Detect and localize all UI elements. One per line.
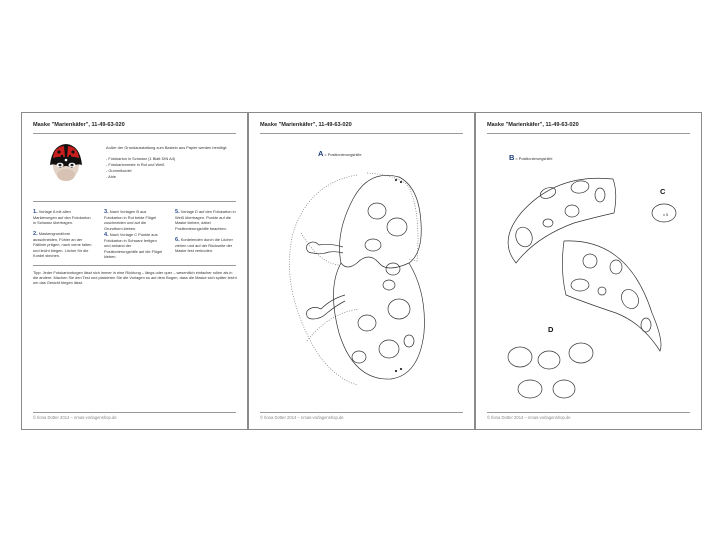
step-number: 3. bbox=[104, 209, 109, 215]
template-letter: A bbox=[318, 149, 324, 158]
step-number: 1. bbox=[33, 209, 38, 215]
page-title: Maske "Marienkäfer", 11-49-63-020 bbox=[487, 122, 579, 128]
step-text: Maskengrundform ausschneiden, Fühler an der Falllinie prägen, nach vorne falten und leicht biegen. Löcher für die Kordel stechen. bbox=[33, 231, 92, 258]
step-text: Vorlage A mit allen Markierungen auf den Fotokarton in Schwarz übertragen. bbox=[33, 209, 91, 226]
step-2 bbox=[33, 231, 93, 258]
step-text: Vorlage D auf den Fotokarton in Weiß übertragen. Punkte auf die Maske kleben, dabei Positionierungshilfe beachten. bbox=[175, 209, 236, 231]
divider bbox=[33, 412, 236, 413]
quantity-label: x 5 bbox=[663, 212, 669, 217]
template-legend: = Positionierungshilfe bbox=[324, 152, 362, 157]
footer-copyright: © Ilona Dotter 2014 – nmas-vorlagenshop.de bbox=[260, 415, 344, 420]
tip-text: Tipp: Jeder Fotokartonbogen lässt sich immer in eine Richtung – längs oder quer – wesentlich einfacher rollen als in die andere. Machen Sie den Test und platzieren Sie die Vorlagen so auf dem Bogen, dass die Maske sich später leicht um das Gesicht biegen lässt. bbox=[33, 270, 237, 286]
intro-text: Außer der Grundausstattung zum Basteln aus Papier werden benötigt: bbox=[106, 145, 228, 150]
material-item: - Fotokartonreste in Rot und Weiß bbox=[106, 162, 165, 167]
step-1 bbox=[33, 209, 93, 226]
step-text: Kordelenden durch die Löcher ziehen und auf der Rückseite der Maske fest verknoten. bbox=[175, 237, 233, 254]
step-text: Nach Vorlage C Punkte aus Fotokarton in Schwarz fertigen und anhand der Positionierungshilfe auf die Flügel kleben. bbox=[104, 232, 163, 259]
step-text: Nach Vorlagen B aus Fotokarton in Rot beide Flügel zuschneiden und auf die Grundform kleben. bbox=[104, 209, 157, 231]
step-5 bbox=[175, 209, 237, 231]
step-4 bbox=[104, 232, 164, 259]
step-number: 4. bbox=[104, 232, 109, 238]
divider bbox=[33, 201, 236, 202]
material-item: - Ahle bbox=[106, 174, 116, 179]
step-6 bbox=[175, 237, 237, 254]
divider bbox=[33, 265, 236, 266]
step-number: 6. bbox=[175, 237, 180, 243]
page-title: Maske "Marienkäfer", 11-49-63-020 bbox=[260, 122, 352, 128]
template-legend: = Positionierungshilfe bbox=[515, 156, 553, 161]
template-d-label: D bbox=[548, 325, 554, 334]
divider bbox=[260, 412, 463, 413]
template-sheet-bcd bbox=[475, 112, 702, 430]
footer-copyright: © Ilona Dotter 2014 – nmas-vorlagenshop.de bbox=[487, 415, 571, 420]
divider bbox=[487, 412, 690, 413]
template-a-drawing bbox=[249, 113, 476, 431]
footer-copyright: © Ilona Dotter 2014 – nmas-vorlagenshop.de bbox=[33, 415, 117, 420]
step-number: 5. bbox=[175, 209, 180, 215]
instruction-sheet bbox=[21, 112, 248, 430]
material-item: - Gummikordel bbox=[106, 168, 132, 173]
material-item: - Fotokarton in Schwarz (1 Blatt DIN A4) bbox=[106, 156, 176, 161]
step-number: 2. bbox=[33, 231, 38, 237]
template-bcd-drawing bbox=[476, 113, 703, 431]
template-letter: B bbox=[509, 153, 515, 162]
template-sheet-a bbox=[248, 112, 475, 430]
template-c-label: C bbox=[660, 187, 666, 196]
step-3 bbox=[104, 209, 164, 231]
page-title: Maske "Marienkäfer", 11-49-63-020 bbox=[33, 122, 125, 128]
